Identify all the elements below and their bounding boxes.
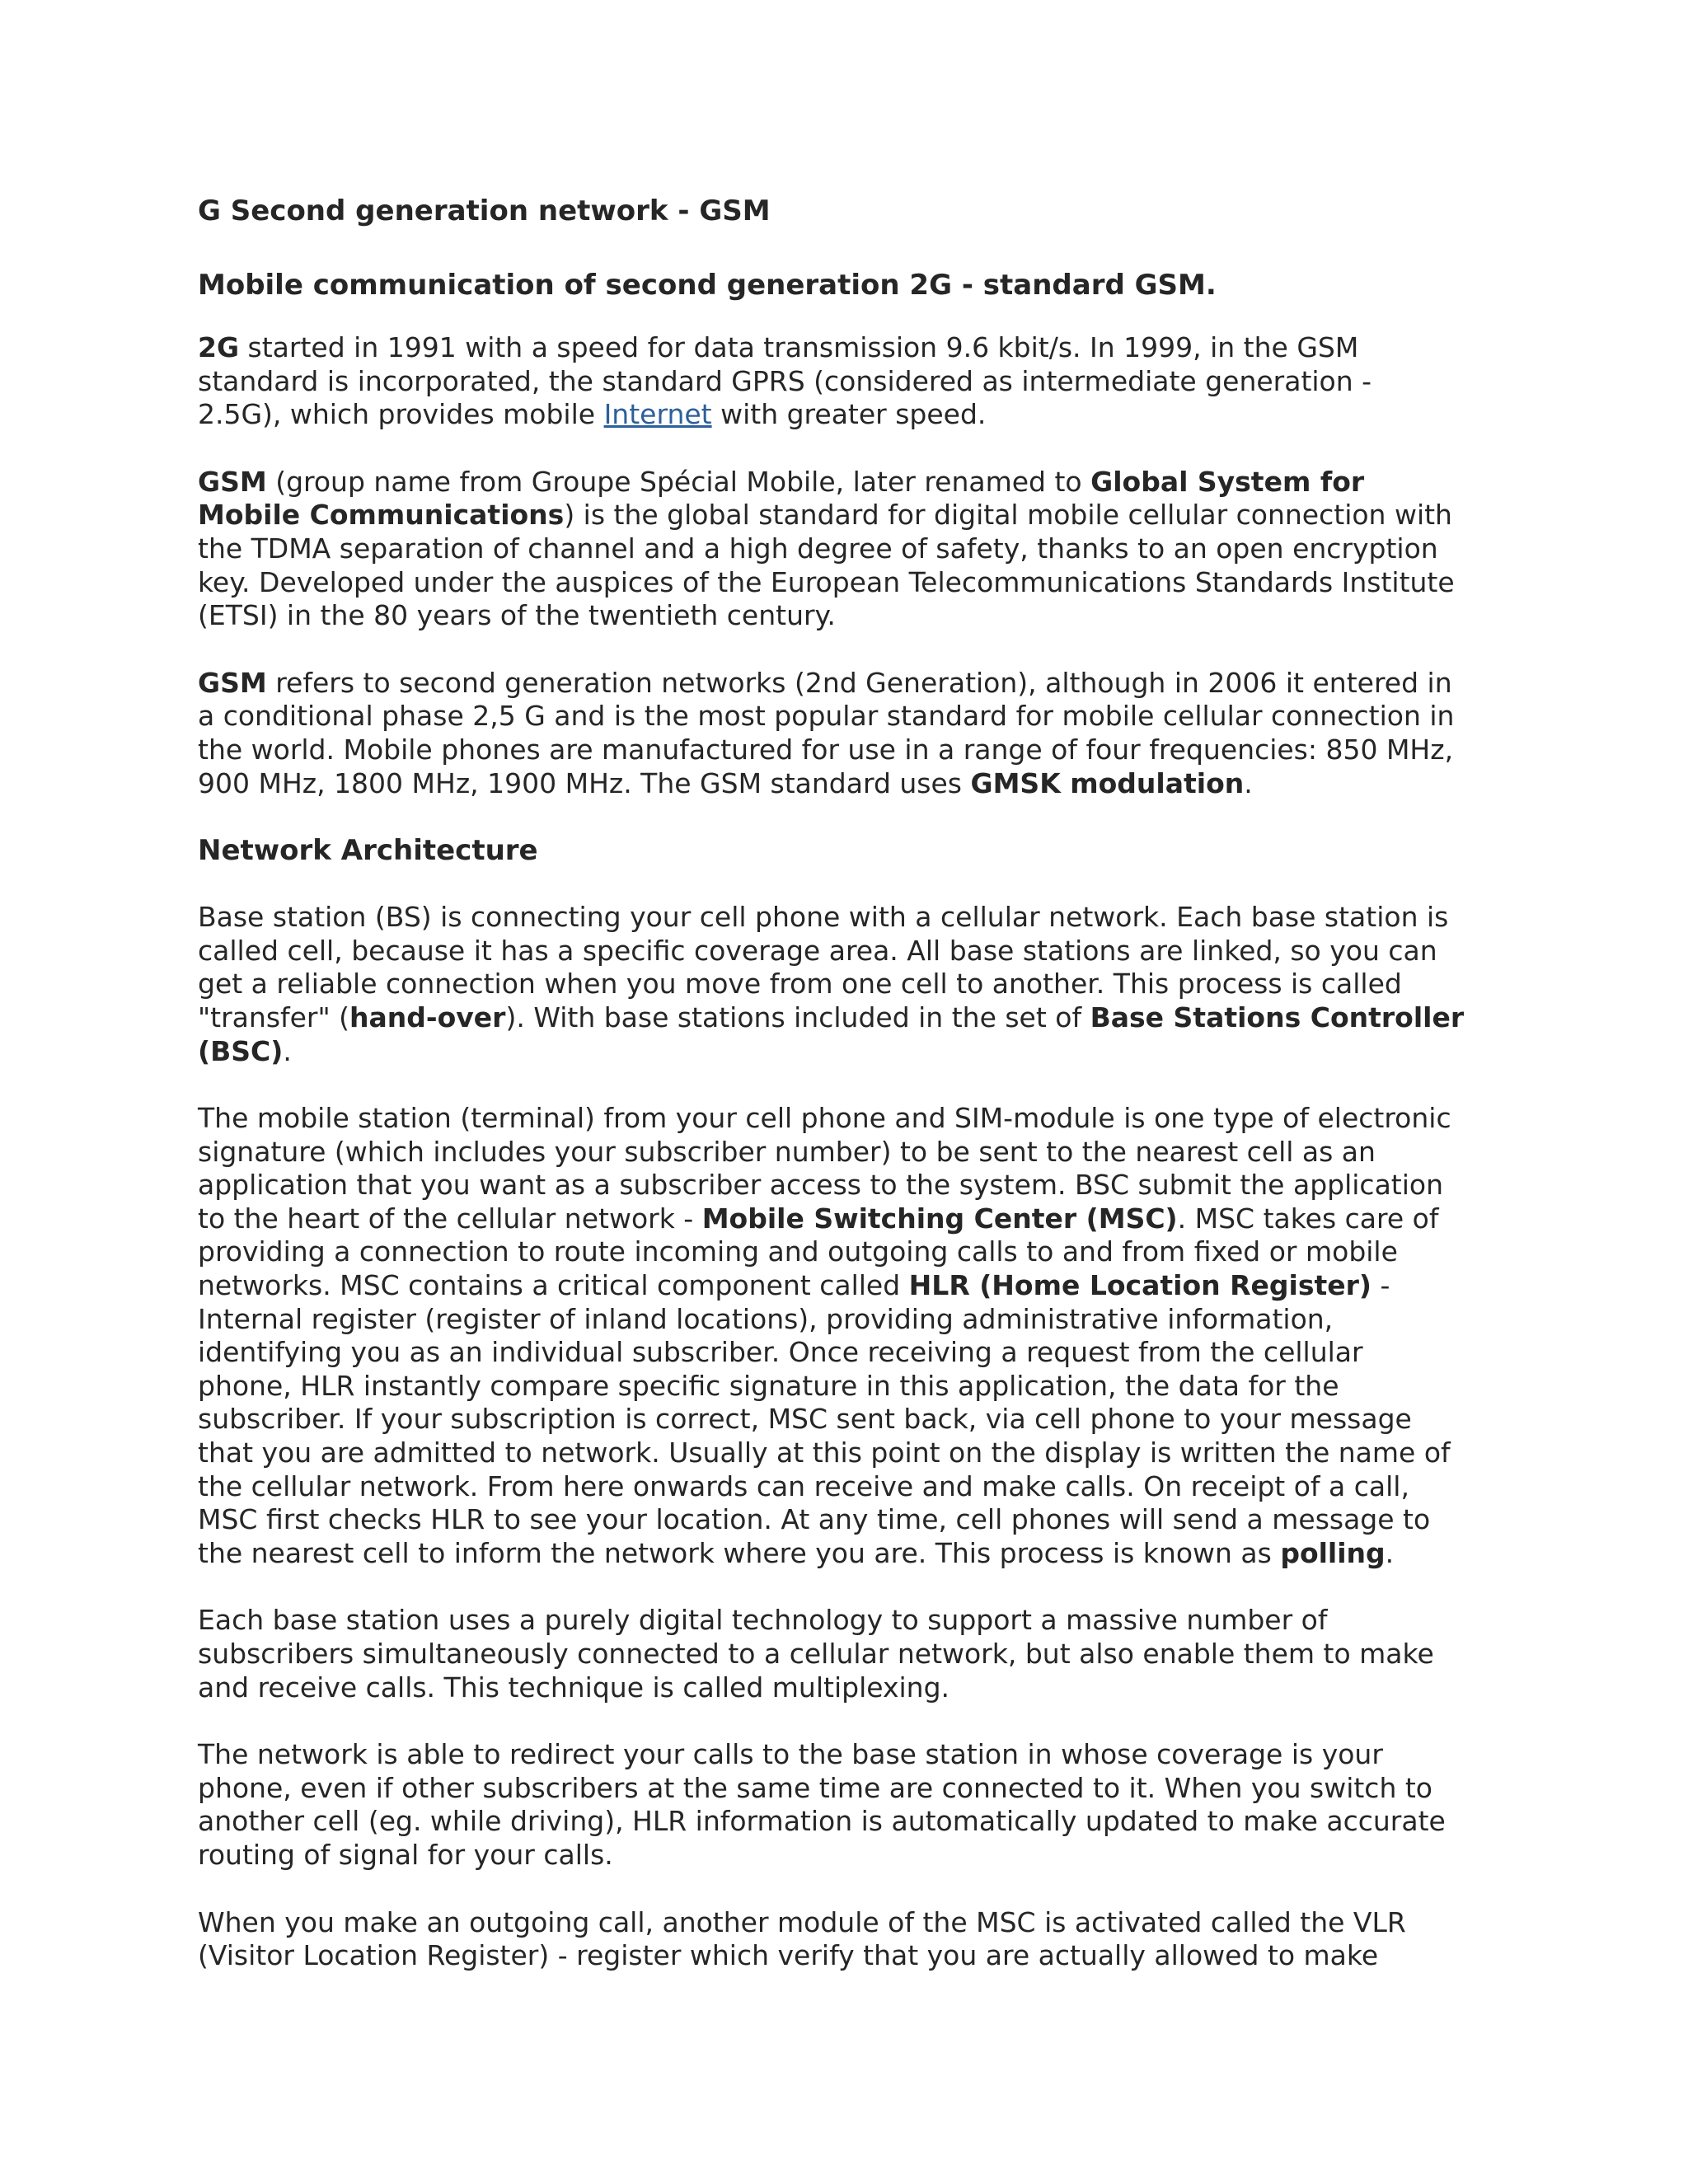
section-heading-network-architecture: Network Architecture	[198, 834, 538, 868]
section-subtitle: Mobile communication of second generation 2G - standard GSM.	[198, 269, 1217, 302]
paragraph-vlr: When you make an outgoing call, another module of the MSC is activated called the VLR (Visitor Location Register) - register which verify that you are actually allowed to make	[198, 1905, 1406, 1972]
paragraph-mobile-station: The mobile station (terminal) from your cell phone and SIM-module is one type of electronic signature (which includes your subscriber number) to be sent to the nearest cell as an application that you want as a subscriber access to the system. BSC submit the application to the heart of the cellular network - Mobile Switching Center (MSC). MSC takes care of providing a connection to route incoming and outgoing calls to and from fixed or mobile networks. MSC contains a critical component called HLR (Home Location Register) - Internal register (register of inland locations), providing administrative information, identifying you as an individual subscriber. Once receiving a request from the cellular phone, HLR instantly compare specific signature in this application, the data for the subscriber. If your subscription is correct, MSC sent back, via cell phone to your message that you are admitted to network. Usually at this point on the display is written the name of the cellular network. From here onwards can receive and make calls. On receipt of a call, MSC first checks HLR to see your location. At any time, cell phones will send a message to the nearest cell to inform the network where you are. This process is known as polling.	[198, 1102, 1451, 1569]
paragraph-multiplexing: Each base station uses a purely digital technology to support a massive number of subscribers simultaneously connected to a cellular network, but also enable them to make and receive calls. This technique is called multiplexing.	[198, 1604, 1434, 1704]
document-page	[198, 194, 1500, 1973]
page-title: G Second generation network - GSM	[198, 194, 771, 227]
paragraph-gsm-frequencies: GSM refers to second generation networks (2nd Generation), although in 2006 it entered in a conditional phase 2,5 G and is the most popular standard for mobile cellular connection in the world. Mobile phones are manufactured for use in a range of four frequencies: 850 MHz, 900 MHz, 1800 MHz, 1900 MHz. The GSM standard uses GMSK modulation.	[198, 666, 1455, 799]
paragraph-call-redirect: The network is able to redirect your calls to the base station in whose coverage is your phone, even if other subscribers at the same time are connected to it. When you switch to another cell (eg. while driving), HLR information is automatically updated to make accurate routing of signal for your calls.	[198, 1738, 1446, 1871]
paragraph-gsm-definition: GSM (group name from Groupe Spécial Mobile, later renamed to Global System for Mobile Communications) is the global standard for digital mobile cellular connection with the TDMA separation of channel and a high degree of safety, thanks to an open encryption key. Developed under the auspices of the European Telecommunications Standards Institute (ETSI) in the 80 years of the twentieth century.	[198, 465, 1455, 632]
internet-link[interactable]: Internet	[603, 398, 712, 431]
paragraph-base-station: Base station (BS) is connecting your cell phone with a cellular network. Each base station is called cell, because it has a specific coverage area. All base stations are linked, so you can get a reliable connection when you move from one cell to another. This process is called "transfer" (hand-over). With base stations included in the set of Base Stations Controller (BSC).	[198, 901, 1465, 1067]
bold-2g: 2G	[198, 331, 240, 363]
paragraph-2g: 2G started in 1991 with a speed for data transmission 9.6 kbit/s. In 1999, in the GSM standard is incorporated, the standard GPRS (considered as intermediate generation - 2.5G), which provides mobile Internet with greater speed.	[198, 331, 1372, 431]
